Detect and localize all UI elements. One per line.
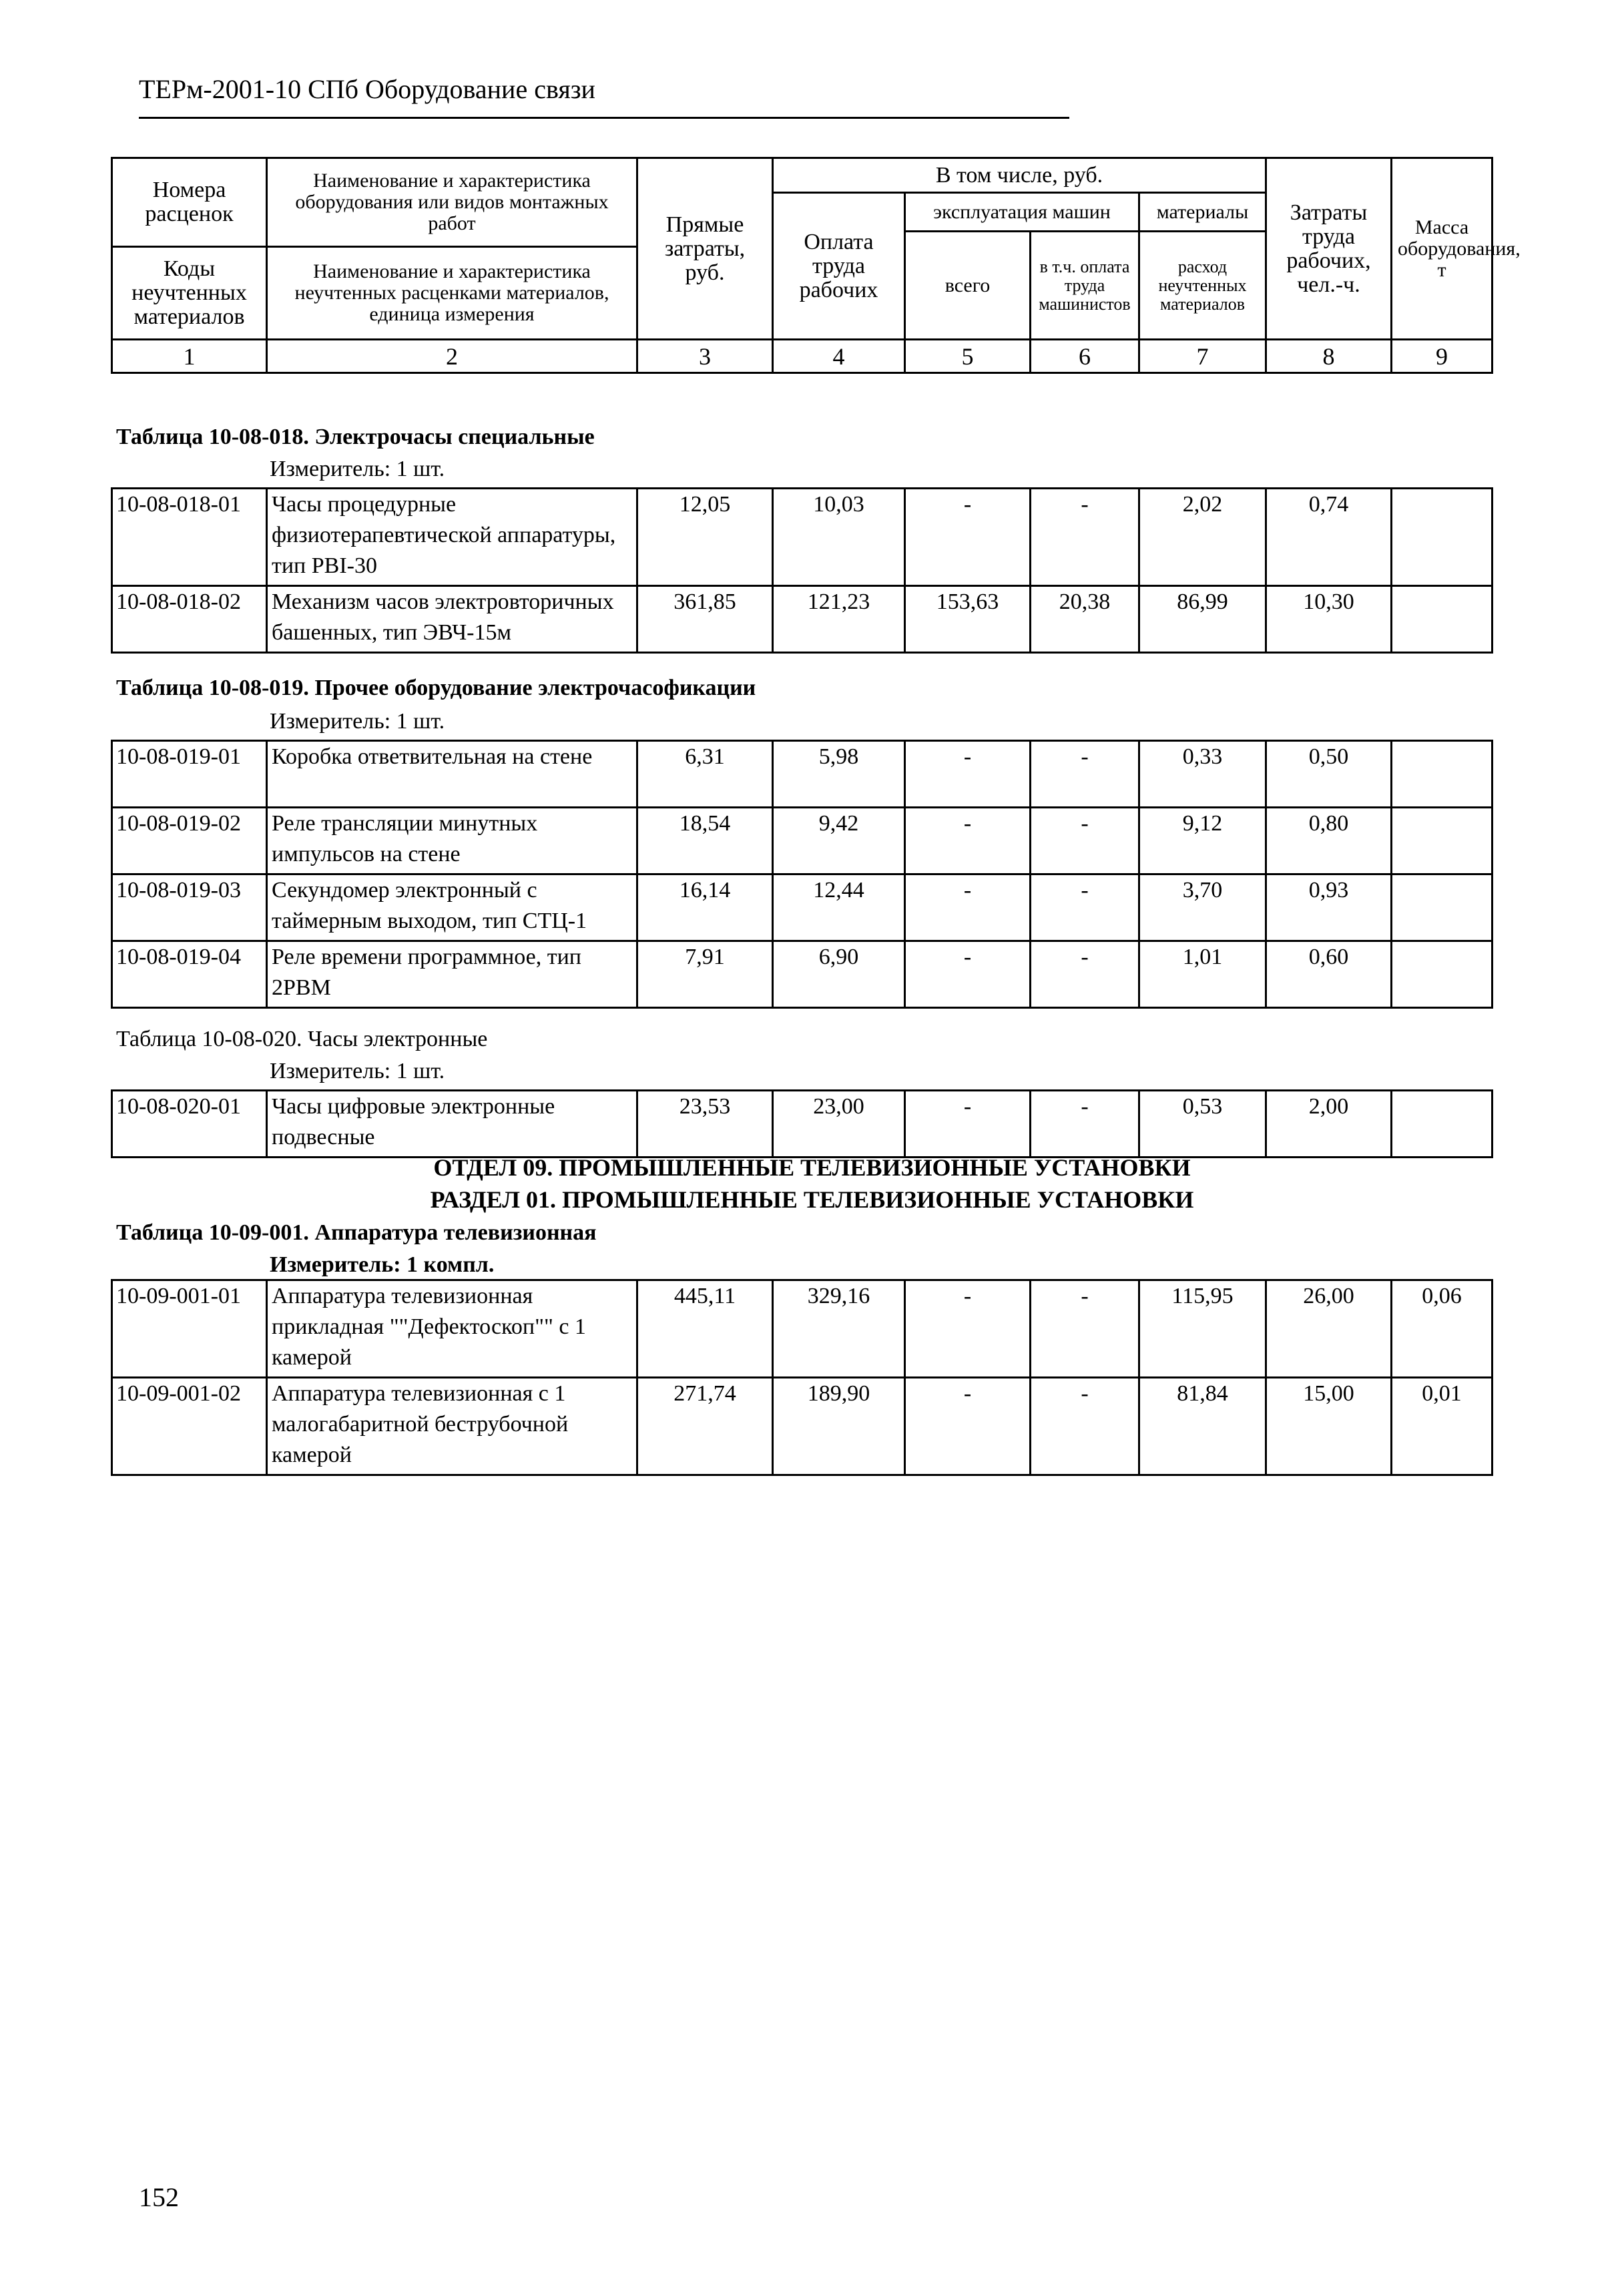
machinist-wages: -	[1031, 1091, 1139, 1158]
title-rule	[139, 117, 1069, 119]
work-name: Реле трансляции минутных импульсов на стене	[267, 808, 637, 874]
labor-wages: 189,90	[773, 1378, 905, 1475]
department-heading: ОТДЕЛ 09. ПРОМЫШЛЕННЫЕ ТЕЛЕВИЗИОННЫЕ УСТАНОВКИ	[433, 1154, 1191, 1181]
labor-wages: 329,16	[773, 1280, 905, 1378]
labor-wages: 10,03	[773, 489, 905, 586]
column-number: 2	[267, 340, 637, 373]
machines-total: -	[905, 1280, 1031, 1378]
table-row	[112, 489, 1493, 586]
rate-code: 10-08-019-02	[112, 808, 267, 874]
equipment-mass	[1392, 941, 1493, 1008]
equipment-mass	[1392, 808, 1493, 874]
machinist-wages: -	[1031, 941, 1139, 1008]
table-row	[112, 586, 1493, 653]
direct-costs: 6,31	[637, 741, 773, 808]
rate-code: 10-08-019-03	[112, 874, 267, 941]
equipment-mass	[1392, 489, 1493, 586]
direct-costs: 445,11	[637, 1280, 773, 1378]
header-group-label: В том числе, руб.	[773, 158, 1266, 193]
equipment-mass	[1392, 586, 1493, 653]
labor-hours: 2,00	[1266, 1091, 1392, 1158]
table-unit: Измеритель: 1 шт.	[270, 457, 445, 481]
column-number: 3	[637, 340, 773, 373]
unaccounted-materials: 86,99	[1139, 586, 1266, 653]
labor-wages: 6,90	[773, 941, 905, 1008]
direct-costs: 361,85	[637, 586, 773, 653]
machinist-wages: -	[1031, 874, 1139, 941]
direct-costs: 12,05	[637, 489, 773, 586]
labor-hours: 0,93	[1266, 874, 1392, 941]
rate-code: 10-08-019-04	[112, 941, 267, 1008]
table-unit: Измеритель: 1 шт.	[270, 709, 445, 734]
labor-wages: 23,00	[773, 1091, 905, 1158]
table-caption: Таблица 10-08-018. Электрочасы специальные	[116, 425, 595, 449]
rates-table	[111, 487, 1493, 654]
table-row	[112, 1378, 1493, 1475]
equipment-mass: 0,01	[1392, 1378, 1493, 1475]
page-number: 152	[139, 2182, 179, 2212]
column-number: 9	[1392, 340, 1493, 373]
table-unit: Измеритель: 1 шт.	[270, 1059, 445, 1083]
labor-hours: 0,80	[1266, 808, 1392, 874]
work-name: Реле времени программное, тип 2РВМ	[267, 941, 637, 1008]
machines-total: -	[905, 741, 1031, 808]
work-name: Часы процедурные физиотерапевтической аппаратуры, тип РВI-30	[267, 489, 637, 586]
header-materials: материалы	[1139, 193, 1266, 232]
labor-hours: 0,50	[1266, 741, 1392, 808]
unaccounted-materials: 0,53	[1139, 1091, 1266, 1158]
column-number: 7	[1139, 340, 1266, 373]
table-row	[112, 874, 1493, 941]
header-name-bottom: Наименование и характеристика неучтенных расценками материалов, единица измерения	[268, 246, 636, 338]
table-unit: Измеритель: 1 компл.	[270, 1252, 495, 1277]
labor-wages: 12,44	[773, 874, 905, 941]
header-rates-label: Номера расценок	[145, 178, 234, 226]
header-name	[267, 158, 637, 340]
document-title: ТЕРм-2001-10 СПб Оборудование связи	[139, 74, 595, 104]
work-name: Аппаратура телевизионная прикладная ""Дефектоскоп"" с 1 камерой	[267, 1280, 637, 1378]
header-wages: Оплата труда рабочих	[773, 193, 905, 340]
equipment-mass	[1392, 1091, 1493, 1158]
unaccounted-materials: 81,84	[1139, 1378, 1266, 1475]
machines-total: 153,63	[905, 586, 1031, 653]
work-name: Механизм часов электровторичных башенных, тип ЭВЧ-15м	[267, 586, 637, 653]
labor-hours: 15,00	[1266, 1378, 1392, 1475]
machinist-wages: -	[1031, 1280, 1139, 1378]
unaccounted-materials: 3,70	[1139, 874, 1266, 941]
labor-wages: 9,42	[773, 808, 905, 874]
header-machinists-wages: в т.ч. оплата труда машинистов	[1031, 232, 1139, 340]
machines-total: -	[905, 1091, 1031, 1158]
table-caption: Таблица 10-09-001. Аппаратура телевизионная	[116, 1220, 597, 1245]
labor-hours: 0,60	[1266, 941, 1392, 1008]
machinist-wages: -	[1031, 808, 1139, 874]
subsection-heading: РАЗДЕЛ 01. ПРОМЫШЛЕННЫЕ ТЕЛЕВИЗИОННЫЕ УСТАНОВКИ	[430, 1186, 1194, 1213]
labor-wages: 5,98	[773, 741, 905, 808]
direct-costs: 23,53	[637, 1091, 773, 1158]
table-row	[112, 1280, 1493, 1378]
labor-hours: 10,30	[1266, 586, 1392, 653]
rate-code: 10-08-019-01	[112, 741, 267, 808]
header-codes	[112, 158, 267, 340]
unaccounted-materials: 9,12	[1139, 808, 1266, 874]
unaccounted-materials: 1,01	[1139, 941, 1266, 1008]
machinist-wages: -	[1031, 741, 1139, 808]
work-name: Аппаратура телевизионная с 1 малогабаритной беструбочной камерой	[267, 1378, 637, 1475]
work-name: Секундомер электронный с таймерным выходом, тип СТЦ-1	[267, 874, 637, 941]
direct-costs: 7,91	[637, 941, 773, 1008]
direct-costs: 18,54	[637, 808, 773, 874]
column-number: 1	[112, 340, 267, 373]
rate-code: 10-08-018-02	[112, 586, 267, 653]
equipment-mass	[1392, 741, 1493, 808]
machines-total: -	[905, 1378, 1031, 1475]
labor-hours: 26,00	[1266, 1280, 1392, 1378]
table-caption: Таблица 10-08-019. Прочее оборудование электрочасофикации	[116, 676, 756, 700]
machines-total: -	[905, 808, 1031, 874]
header-material-codes-label: Коды неучтенных материалов	[113, 246, 266, 338]
column-number: 5	[905, 340, 1031, 373]
table-row	[112, 941, 1493, 1008]
table-row	[112, 808, 1493, 874]
header-machines: эксплуатация машин	[905, 193, 1139, 232]
rates-table	[111, 1279, 1493, 1476]
rate-code: 10-08-018-01	[112, 489, 267, 586]
labor-wages: 121,23	[773, 586, 905, 653]
rate-code: 10-09-001-02	[112, 1378, 267, 1475]
column-number: 8	[1266, 340, 1392, 373]
machines-total: -	[905, 941, 1031, 1008]
unaccounted-materials: 2,02	[1139, 489, 1266, 586]
work-name: Коробка ответвительная на стене	[267, 741, 637, 808]
rate-code: 10-08-020-01	[112, 1091, 267, 1158]
header-labor-hours: Затраты труда рабочих, чел.-ч.	[1266, 158, 1392, 340]
column-number: 4	[773, 340, 905, 373]
machines-total: -	[905, 489, 1031, 586]
rates-table	[111, 1089, 1493, 1158]
machines-total: -	[905, 874, 1031, 941]
header-direct-costs: Прямые затраты, руб.	[637, 158, 773, 340]
equipment-mass: 0,06	[1392, 1280, 1493, 1378]
header-name-top: Наименование и характеристика оборудования или видов монтажных работ	[295, 170, 609, 234]
column-number: 6	[1031, 340, 1139, 373]
direct-costs: 16,14	[637, 874, 773, 941]
table-row	[112, 741, 1493, 808]
machinist-wages: -	[1031, 489, 1139, 586]
header-machines-total: всего	[905, 232, 1031, 340]
machinist-wages: -	[1031, 1378, 1139, 1475]
unaccounted-materials: 115,95	[1139, 1280, 1266, 1378]
table-caption: Таблица 10-08-020. Часы электронные	[116, 1027, 488, 1051]
header-mass: Масса оборудования, т	[1392, 158, 1493, 340]
rates-table	[111, 740, 1493, 1009]
header-unaccounted-materials: расход неучтенных материалов	[1139, 232, 1266, 340]
equipment-mass	[1392, 874, 1493, 941]
direct-costs: 271,74	[637, 1378, 773, 1475]
labor-hours: 0,74	[1266, 489, 1392, 586]
machinist-wages: 20,38	[1031, 586, 1139, 653]
work-name: Часы цифровые электронные подвесные	[267, 1091, 637, 1158]
table-row	[112, 1091, 1493, 1158]
rate-code: 10-09-001-01	[112, 1280, 267, 1378]
column-header-table	[111, 157, 1521, 374]
unaccounted-materials: 0,33	[1139, 741, 1266, 808]
